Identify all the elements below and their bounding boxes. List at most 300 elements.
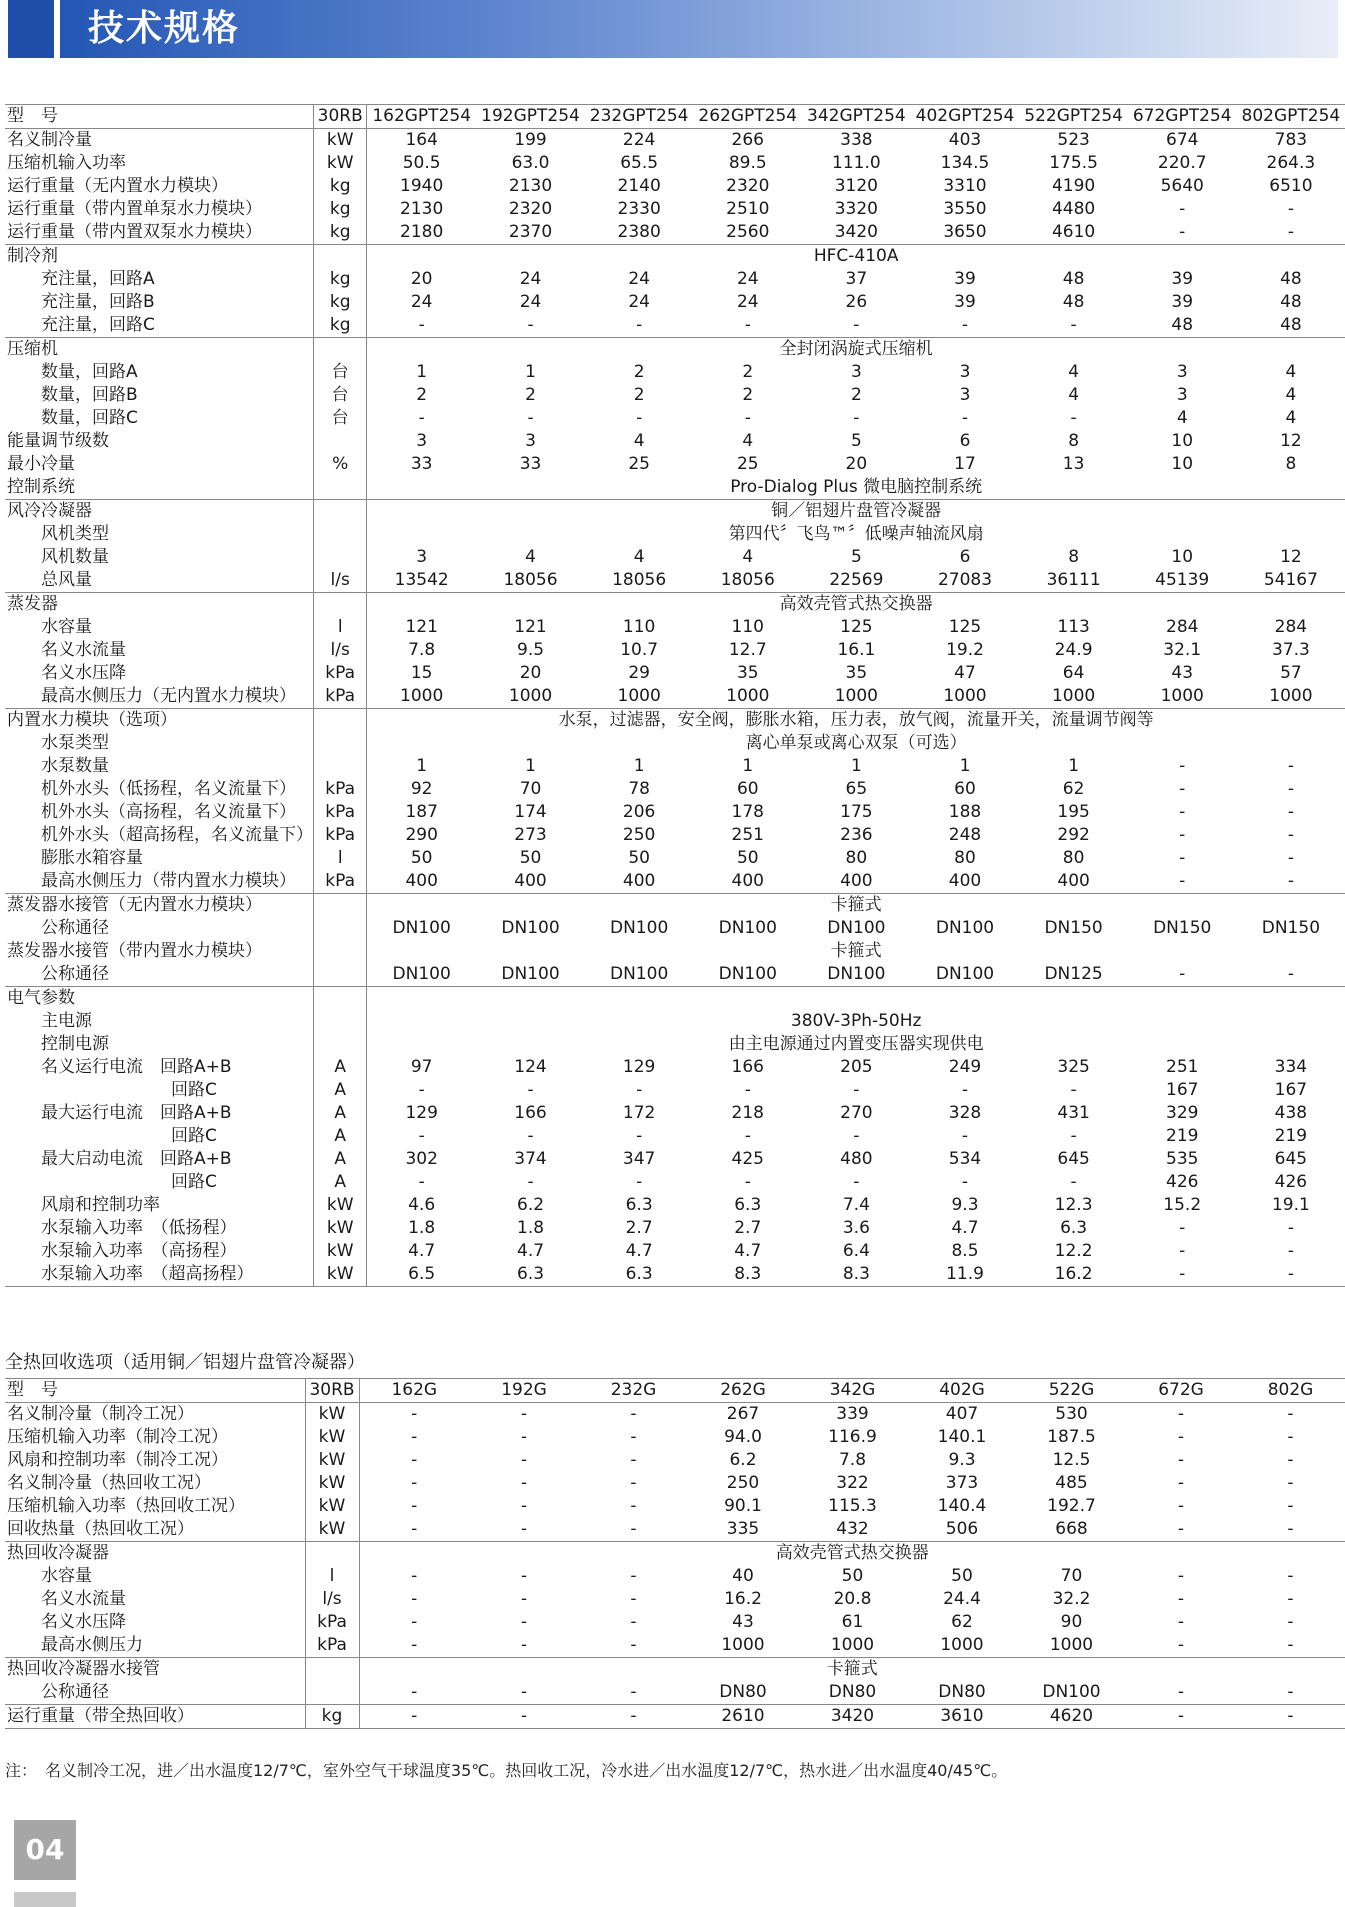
cell-value: 2320 [726, 176, 770, 196]
cell-value: 27083 [937, 570, 993, 590]
cell-value: - [411, 1589, 418, 1609]
cell-value: 3 [850, 362, 862, 382]
cell-value: 7.8 [838, 1450, 867, 1470]
row-unit: kPa [314, 824, 367, 847]
cell-value: 50 [736, 848, 759, 868]
cell-value: 166 [731, 1057, 764, 1077]
cell-value: 425 [731, 1149, 764, 1169]
row-unit [305, 1542, 359, 1566]
cell-value: - [636, 1126, 643, 1146]
table-row [5, 1240, 1345, 1263]
row-unit: kg [314, 291, 367, 314]
cell-value: 672G [1126, 1379, 1236, 1403]
row-label: 最高水侧压力（无内置水力模块） [41, 686, 296, 706]
cell-value: - [411, 1682, 418, 1702]
row-label: 压缩机输入功率 [7, 153, 126, 173]
table-row [5, 1495, 1345, 1518]
row-label: 名义制冷量（制冷工况） [5, 1403, 305, 1427]
cell-value: - [1070, 1080, 1077, 1100]
cell-value: 24 [410, 292, 433, 312]
cell-value: 1000 [940, 1635, 984, 1655]
cell-value: - [744, 315, 751, 335]
cell-value: 322 [836, 1473, 869, 1493]
row-unit: kW [314, 1240, 367, 1263]
row-label: 名义水流量 [41, 1589, 126, 1609]
table-row [5, 732, 1345, 755]
cell-value: 134.5 [940, 153, 990, 173]
cell-value: 47 [954, 663, 976, 683]
table-row [5, 453, 1345, 476]
cell-value: 522G [1017, 1379, 1126, 1403]
cell-value: 187.5 [1047, 1427, 1096, 1447]
cell-value: DN150 [1261, 918, 1321, 938]
merged-value: 全封闭涡旋式压缩机 [367, 338, 1345, 362]
cell-value: 3650 [943, 222, 987, 242]
cell-value: - [636, 1172, 643, 1192]
cell-value: - [418, 1080, 425, 1100]
cell-value: 12 [1280, 431, 1302, 451]
cell-value: 10 [1171, 547, 1194, 567]
cell-value: - [853, 1080, 860, 1100]
row-unit: A [314, 1171, 367, 1194]
table-row [5, 175, 1345, 198]
cell-value: 188 [948, 802, 982, 822]
cell-value: 2 [742, 385, 754, 405]
cell-value: DN100 [718, 918, 777, 938]
merged-value: 卡箍式 [830, 941, 882, 961]
row-unit: A [314, 1102, 367, 1125]
cell-value: 1 [850, 756, 862, 776]
merged-value: 高效壳管式热交换器 [367, 593, 1345, 617]
row-label: 水泵输入功率 （超高扬程） [5, 1263, 314, 1287]
row-label: 名义运行电流 回路A+B [41, 1057, 232, 1077]
cell-value: 7.4 [842, 1195, 870, 1215]
cell-value [910, 987, 1019, 1011]
cell-value: 24.9 [1054, 640, 1093, 660]
cell-value: 3 [1176, 362, 1188, 382]
cell-value: - [636, 408, 643, 428]
row-unit [305, 1658, 359, 1682]
row-label: 风机数量 [41, 547, 109, 567]
table-row [5, 987, 1345, 1011]
cell-value: 18056 [503, 570, 558, 590]
cell-value: 8.3 [693, 1263, 802, 1287]
table-row [5, 963, 1345, 987]
table-row [5, 639, 1345, 662]
cell-value: 1 [742, 756, 754, 776]
cell-value: DN100 [392, 918, 451, 938]
table-row [5, 940, 1345, 963]
cell-value: DN100 [827, 964, 886, 984]
table-row [5, 662, 1345, 685]
row-unit [314, 987, 367, 1011]
cell-value: - [520, 1635, 528, 1655]
cell-value: 17 [954, 454, 976, 474]
cell-value: 39 [954, 292, 976, 312]
cell-value: 63.0 [511, 153, 550, 173]
cell-value: - [1177, 1519, 1185, 1539]
row-label: 回路C [171, 1126, 217, 1146]
cell-value: 60 [736, 779, 759, 799]
cell-value: - [1128, 1263, 1237, 1287]
table-row [5, 709, 1345, 733]
row-label: 控制电源 [41, 1034, 109, 1054]
cell-value: 1000 [830, 1635, 875, 1655]
row-unit: kPa [314, 870, 367, 894]
cell-value: 12 [1280, 547, 1302, 567]
cell-value: - [1287, 1427, 1294, 1447]
cell-value: - [744, 1080, 751, 1100]
cell-value: 802GPT254 [1237, 105, 1345, 129]
cell-value: 347 [622, 1149, 656, 1169]
cell-value: 50 [841, 1566, 864, 1586]
cell-value: DN125 [1044, 964, 1103, 984]
cell-value: 97 [410, 1057, 433, 1077]
cell-value: 224 [585, 129, 693, 153]
table-row [5, 546, 1345, 569]
cell-value: 121 [514, 617, 547, 637]
cell-value: 2180 [400, 222, 444, 242]
cell-value: 140.1 [937, 1427, 987, 1447]
cell-value: 116.9 [828, 1427, 877, 1447]
row-label: 运行重量（带全热回收） [5, 1705, 305, 1729]
cell-value: 232G [579, 1379, 688, 1403]
cell-value: 195 [1057, 802, 1090, 822]
cell-value: 438 [1274, 1103, 1308, 1123]
cell-value: 290 [405, 825, 438, 845]
cell-value: 2 [633, 362, 645, 382]
cell-value: - [1287, 825, 1294, 845]
cell-value: 20 [845, 454, 868, 474]
cell-value: 24 [519, 269, 542, 289]
row-unit: kW [314, 1194, 367, 1217]
cell-value: - [744, 408, 751, 428]
cell-value: 48 [1280, 292, 1302, 312]
table-row [5, 778, 1345, 801]
row-unit [314, 500, 367, 524]
cell-value: - [1070, 315, 1077, 335]
row-unit [314, 593, 367, 617]
cell-value: 6 [959, 431, 971, 451]
row-label: 名义水流量 [41, 640, 126, 660]
row-unit [314, 338, 367, 362]
table-row [5, 384, 1345, 407]
cell-value: 426 [1274, 1172, 1308, 1192]
merged-value: 高效壳管式热交换器 [359, 1542, 1345, 1566]
cell-value: 110 [622, 617, 656, 637]
cell-value: - [411, 1427, 418, 1447]
cell-value: 9.5 [517, 640, 545, 660]
cell-value: 1 [416, 362, 428, 382]
cell-value: 94.0 [724, 1427, 762, 1447]
row-label: 水泵类型 [41, 733, 109, 753]
row-unit [314, 1033, 367, 1056]
cell-value: - [1236, 1403, 1345, 1427]
row-label: 风扇和控制功率 [41, 1195, 160, 1215]
table-row [5, 1379, 1345, 1403]
cell-value: 219 [1274, 1126, 1308, 1146]
cell-value: 400 [622, 871, 656, 891]
row-label: 水泵输入功率 （低扬程） [41, 1218, 237, 1238]
cell-value: 164 [367, 129, 476, 153]
cell-value: 29 [628, 663, 650, 683]
cell-value: - [630, 1682, 637, 1702]
cell-value: 374 [514, 1149, 547, 1169]
cell-value: - [418, 315, 425, 335]
cell-value: 3420 [834, 222, 878, 242]
cell-value: 62 [1062, 779, 1085, 799]
cell-value: - [411, 1566, 418, 1586]
cell-value: 43 [1171, 663, 1194, 683]
table-row [5, 361, 1345, 384]
cell-value: - [1287, 1635, 1294, 1655]
cell-value: - [1179, 802, 1186, 822]
row-unit: kW [314, 129, 367, 153]
table-row [5, 291, 1345, 314]
cell-value: 125 [840, 617, 873, 637]
row-unit: kPa [305, 1611, 359, 1634]
cell-value: 432 [836, 1519, 869, 1539]
cell-value: 3310 [943, 176, 987, 196]
header-accent-block [8, 0, 54, 58]
cell-value: DN80 [828, 1682, 877, 1702]
cell-value: 12.3 [1054, 1195, 1093, 1215]
cell-value: - [1177, 1566, 1185, 1586]
merged-value: 水泵，过滤器，安全阀，膨胀水箱，压力表，放气阀，流量开关，流量调节阀等 [367, 709, 1345, 733]
cell-value: - [1179, 871, 1186, 891]
cell-value: 218 [731, 1103, 764, 1123]
cell-value: 10 [1171, 454, 1194, 474]
cell-value: 645 [1274, 1149, 1308, 1169]
cell-value: 8 [1068, 547, 1080, 567]
cell-value: 339 [798, 1403, 907, 1427]
cell-value: 36111 [1046, 570, 1101, 590]
row-unit: kg [314, 198, 367, 221]
cell-value: 50 [951, 1566, 973, 1586]
cell-value: 3120 [834, 176, 878, 196]
row-unit [314, 523, 367, 546]
cell-value: 35 [845, 663, 868, 683]
table-row [5, 1565, 1345, 1588]
heat-recovery-title: 全热回收选项（适用铜／铝翅片盘管冷凝器） [5, 1352, 365, 1373]
row-unit: l/s [314, 569, 367, 593]
table-row [5, 1056, 1345, 1079]
cell-value: 50 [410, 848, 433, 868]
table-row [5, 1403, 1345, 1427]
cell-value: 70 [519, 779, 542, 799]
table-row [5, 152, 1345, 175]
cell-value: 2560 [726, 222, 770, 242]
header-gradient-bar [60, 0, 1338, 58]
row-label: 最高水侧压力（带内置水力模块） [41, 871, 296, 891]
cell-value: 1 [633, 756, 645, 776]
table-row [5, 314, 1345, 338]
cell-value: DN150 [1044, 918, 1103, 938]
cell-value: 783 [1237, 129, 1345, 153]
cell-value: 4620 [1017, 1705, 1126, 1729]
cell-value: 5 [850, 431, 862, 451]
row-label: 最大启动电流 回路A+B [41, 1149, 232, 1169]
row-unit: l/s [305, 1588, 359, 1611]
cell-value [367, 987, 476, 1011]
table-row [5, 1033, 1345, 1056]
cell-value: 3550 [943, 199, 987, 219]
cell-value: - [469, 1705, 579, 1729]
cell-value: - [1179, 1241, 1186, 1261]
cell-value: DN80 [938, 1682, 986, 1702]
table-row [5, 268, 1345, 291]
cell-value: 12.2 [1054, 1241, 1093, 1261]
cell-value: 219 [1166, 1126, 1199, 1146]
cell-value: 3420 [798, 1705, 907, 1729]
row-label: 回路C [171, 1172, 217, 1192]
cell-value: 1000 [834, 686, 878, 706]
cell-value: 178 [731, 802, 764, 822]
cell-value: 124 [514, 1057, 547, 1077]
cell-value: 522GPT254 [1020, 105, 1128, 129]
cell-value: - [527, 1080, 534, 1100]
cell-value: 113 [1057, 617, 1090, 637]
cell-value: 4480 [1051, 199, 1096, 219]
cell-value: 4 [1285, 385, 1297, 405]
table-row [5, 245, 1345, 269]
cell-value: 3 [416, 431, 428, 451]
cell-value [1020, 987, 1128, 1011]
row-label: 压缩机 [5, 338, 314, 362]
cell-value: 249 [948, 1057, 982, 1077]
cell-value: - [1179, 779, 1186, 799]
row-label: 压缩机输入功率（热回收工况） [7, 1496, 245, 1516]
cell-value: 6.3 [1060, 1218, 1088, 1238]
cell-value: 13542 [394, 570, 449, 590]
cell-value: 45139 [1155, 570, 1210, 590]
row-label: 水容量 [41, 617, 92, 637]
cell-value: 4 [633, 431, 645, 451]
cell-value: 4 [1068, 362, 1080, 382]
cell-value: 115.3 [828, 1496, 877, 1516]
cell-value: - [1287, 1218, 1294, 1238]
cell-value: - [359, 1705, 469, 1729]
cell-value: 672GPT254 [1128, 105, 1237, 129]
merged-value: 卡箍式 [359, 1658, 1345, 1682]
table-row [5, 1611, 1345, 1634]
cell-value: 20.8 [833, 1589, 872, 1609]
cell-value: 674 [1128, 129, 1237, 153]
cell-value: - [527, 315, 534, 335]
row-unit: kW [305, 1472, 359, 1495]
table-row [5, 755, 1345, 778]
cell-value: - [1179, 222, 1186, 242]
row-label: 充注量，回路C [41, 315, 155, 335]
cell-value: 325 [1057, 1057, 1090, 1077]
cell-value: DN100 [827, 918, 886, 938]
cell-value: 264.3 [1266, 153, 1316, 173]
cell-value: 48 [1062, 292, 1085, 312]
row-label: 型 号 [5, 105, 314, 129]
cell-value: 16.2 [1020, 1263, 1128, 1287]
cell-value: 1000 [726, 686, 770, 706]
row-label: 风冷冷凝器 [5, 500, 314, 524]
row-unit: kg [314, 314, 367, 338]
cell-value: - [1179, 756, 1186, 776]
cell-value: - [853, 408, 860, 428]
cell-value: - [520, 1566, 528, 1586]
row-unit: l [314, 847, 367, 870]
cell-value: 1000 [1049, 1635, 1094, 1655]
cell-value: 2370 [508, 222, 553, 242]
table-row [5, 1426, 1345, 1449]
table-row [5, 1658, 1345, 1682]
cell-value: 506 [945, 1519, 979, 1539]
cell-value: 166 [514, 1103, 547, 1123]
row-label: 公称通径 [41, 918, 109, 938]
cell-value: 335 [726, 1519, 760, 1539]
row-unit: % [314, 453, 367, 476]
merged-value: HFC-410A [367, 245, 1345, 269]
cell-value: 48 [1280, 315, 1302, 335]
cell-value: 15 [410, 663, 433, 683]
merged-value: 380V-3Ph-50Hz [790, 1011, 922, 1031]
cell-value: 39 [954, 269, 976, 289]
cell-value: 329 [1166, 1103, 1199, 1123]
cell-value: 3 [959, 385, 971, 405]
table-row [5, 569, 1345, 593]
cell-value: 3610 [907, 1705, 1017, 1729]
row-label: 名义水压降 [41, 663, 126, 683]
cell-value: 402GPT254 [910, 105, 1019, 129]
cell-value: 342G [798, 1379, 907, 1403]
row-unit: l/s [314, 639, 367, 662]
cell-value: 373 [945, 1473, 979, 1493]
spec-table [5, 104, 1345, 1287]
cell-value: 19.1 [1271, 1195, 1310, 1215]
cell-value: - [418, 408, 425, 428]
cell-value: 39 [1171, 292, 1194, 312]
row-label: 热回收冷凝器 [5, 1542, 305, 1566]
row-unit [314, 940, 367, 963]
cell-value: - [1177, 1612, 1185, 1632]
cell-value: 400 [731, 871, 764, 891]
cell-value: 4 [1068, 385, 1080, 405]
cell-value: 57 [1280, 663, 1302, 683]
cell-value: 4 [742, 431, 754, 451]
row-unit [314, 546, 367, 569]
cell-value: 2510 [726, 199, 770, 219]
row-label: 膨胀水箱容量 [41, 848, 143, 868]
row-label: 公称通径 [41, 964, 109, 984]
cell-value: 90.1 [724, 1496, 762, 1516]
cell-value: 167 [1274, 1080, 1308, 1100]
cell-value: - [1287, 1241, 1294, 1261]
cell-value: 1000 [508, 686, 553, 706]
cell-value: - [1287, 871, 1294, 891]
cell-value: - [853, 1126, 860, 1146]
table-row [5, 1634, 1345, 1658]
cell-value: DN100 [935, 964, 995, 984]
cell-value: - [1287, 964, 1294, 984]
cell-value: 1000 [400, 686, 444, 706]
cell-value: 6 [959, 547, 971, 567]
row-unit: kW [305, 1426, 359, 1449]
cell-value: - [636, 315, 643, 335]
cell-value: 1000 [721, 1635, 765, 1655]
cell-value: 6.3 [585, 1263, 693, 1287]
cell-value: 334 [1274, 1057, 1308, 1077]
row-label: 名义制冷量（热回收工况） [7, 1473, 211, 1493]
table-row [5, 1217, 1345, 1240]
table-row [5, 523, 1345, 546]
cell-value: 24 [736, 292, 759, 312]
